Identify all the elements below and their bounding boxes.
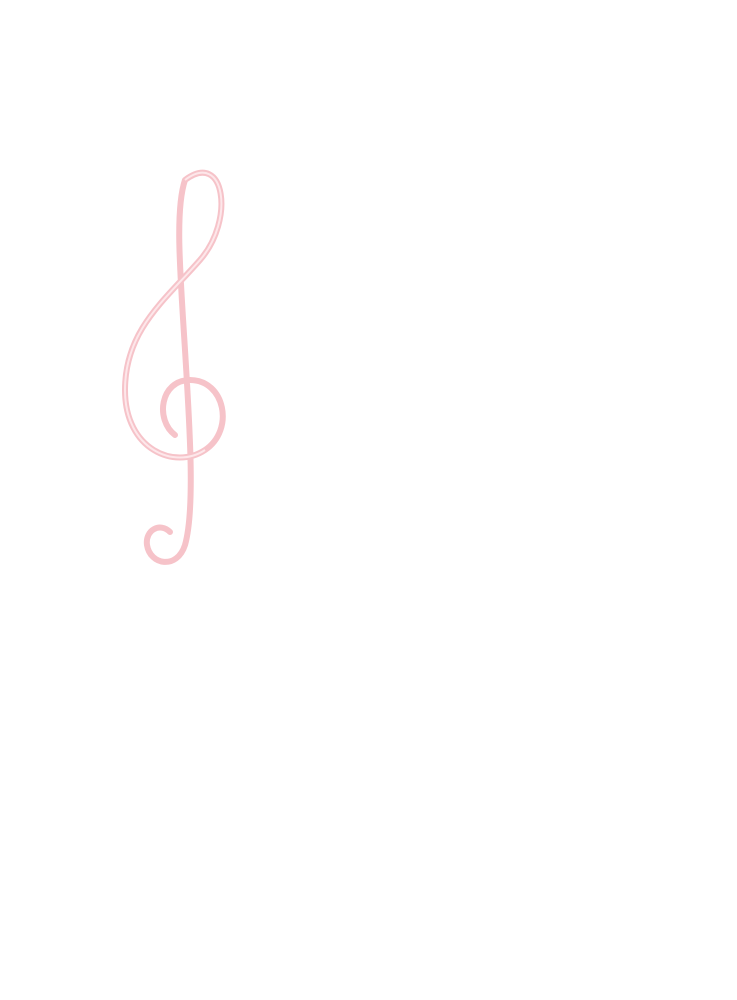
barcode-block	[104, 795, 284, 866]
qr-code-icon[interactable]	[578, 804, 656, 882]
barcode-bars	[104, 797, 274, 861]
treble-clef-decoration	[105, 150, 245, 580]
rainbow-piano-banner-top	[0, 0, 737, 150]
rainbow-piano-banner-bottom	[0, 888, 737, 1000]
